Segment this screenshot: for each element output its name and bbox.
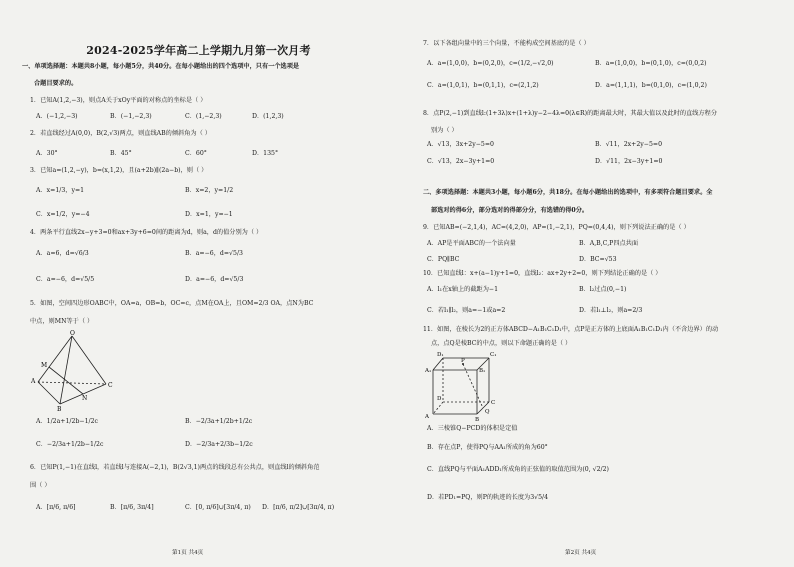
q4-opt-d[interactable]: D．a=−6，d=√5/3 [185, 276, 244, 283]
q3-stem: 3．已知a=(1,2,−y)，b=(x,1,2)，且(a+2b)∥(2a−b)，则（ ） [30, 167, 208, 174]
q6-opt-a[interactable]: A．[π/6, π/6] [36, 504, 76, 511]
q8-opt-c[interactable]: C．√13，2x−3y+1=0 [427, 158, 495, 165]
q8-opt-b[interactable]: B．√11，2x+2y−5=0 [595, 141, 663, 148]
section1-heading: 一、单项选择题：本题共8小题，每小题5分，共40分。在每小题给出的四个选项中，只有一个选项是 [22, 63, 300, 70]
q10-opt-a[interactable]: A．l₁在x轴上的截距为−1 [427, 286, 499, 293]
fig-label-m: M [41, 362, 48, 369]
cube-label-p: P [461, 358, 465, 364]
cube-label-b: B [475, 417, 480, 422]
page-title: 2024-2025学年高二上学期九月第一次月考 [86, 44, 311, 57]
tetrahedron-figure [30, 330, 120, 412]
q8-stem: 8．点P(2,−1)到直线l:(1+3λ)x+(1+λ)y−2−4λ=0(λ∈R)的距离最大时，其最大值以及此时的直线方程分 [423, 110, 718, 117]
q1-stem: 1．已知A(1,2,−3)，则点A关于xOy平面的对称点的坐标是（ ） [30, 97, 207, 104]
q2-opt-d[interactable]: D．135° [252, 150, 279, 157]
q8-opt-d[interactable]: D．√11，2x−3y+1=0 [595, 158, 663, 165]
cube-label-d: D [437, 396, 442, 402]
q4-opt-b[interactable]: B．a=−6，d=√5/3 [185, 250, 243, 257]
q11-stem: 11．如图，在棱长为2的正方体ABCD−A₁B₁C₁D₁中，点P是正方体的上底面A₁B₁C₁D₁内（不含边界）的动 [423, 326, 719, 333]
cube-label-a: A [425, 414, 429, 420]
cube-label-d1: D₁ [437, 352, 444, 358]
q7-stem: 7．以下各组向量中的三个向量，不能构成空间基底的是（ ） [423, 40, 590, 47]
right-page [397, 0, 794, 567]
cube-label-q: Q [485, 409, 490, 415]
q9-opt-c[interactable]: C．PQ∥BC [427, 256, 460, 263]
section2-heading-cont: 部选对的得6分，部分选对的得部分分，有选错的得0分。 [431, 207, 589, 214]
q11-stem-cont: 点，点Q是棱BC的中点，则以下命题正确的是（ ） [431, 340, 572, 347]
q4-stem: 4．两条平行直线2x−y+3=0和ax+3y+6=0间的距离为d，则a，d的值分别为（ ） [30, 229, 263, 236]
q7-opt-d[interactable]: D．a=(1,1,1)，b=(0,1,0)，c=(1,0,2) [595, 82, 707, 89]
q11-opt-a[interactable]: A．三棱锥Q−PCD的体积是定值 [427, 425, 518, 432]
q9-stem: 9．已知AB=(−2,1,4)，AC=(4,2,0)，AP=(1,−2,1)，PQ=(0,4,4)，则下列说法正确的是（ ） [423, 224, 690, 231]
q2-opt-c[interactable]: C．60° [185, 150, 207, 157]
q5-opt-b[interactable]: B．−2/3a+1/2b+1/2c [185, 418, 253, 425]
q2-opt-b[interactable]: B．45° [110, 150, 132, 157]
q7-opt-a[interactable]: A．a=(1,0,0)，b=(0,2,0)，c=(1/2,−√2,0) [427, 60, 554, 67]
q6-opt-b[interactable]: B．[π/6, 3π/4] [110, 504, 154, 511]
q5-opt-c[interactable]: C．−2/3a+1/2b−1/2c [36, 441, 104, 448]
q1-opt-c[interactable]: C．(1,−2,3) [185, 113, 222, 120]
q5-stem-cont: 中点，则MN等于（ ） [30, 318, 94, 325]
q9-opt-a[interactable]: A．AP是平面ABC的一个法向量 [427, 240, 516, 247]
q4-opt-c[interactable]: C．a=−6，d=√5/5 [36, 276, 95, 283]
q7-opt-c[interactable]: C．a=(1,0,1)，b=(0,1,1)，c=(2,1,2) [427, 82, 539, 89]
q3-opt-d[interactable]: D．x=1，y=−1 [185, 211, 233, 218]
q8-opt-a[interactable]: A．√13，3x+2y−5=0 [427, 141, 494, 148]
cube-label-b1: B₁ [479, 368, 486, 374]
cube-label-a1: A₁ [425, 368, 432, 374]
q1-opt-b[interactable]: B．(−1,−2,3) [110, 113, 152, 120]
q10-stem: 10．已知直线l：x+(a−1)y+1=0，直线l₂：ax+2y+2=0，则下列结论正确的是（ ） [423, 270, 662, 277]
fig-label-c: C [108, 382, 113, 389]
q1-opt-a[interactable]: A．(−1,2,−3) [36, 113, 78, 120]
q10-opt-c[interactable]: C．若l₁∥l₂，则a=−1或a=2 [427, 307, 506, 314]
q5-opt-a[interactable]: A．1/2a+1/2b−1/2c [36, 418, 99, 425]
right-footer: 第2页 共4页 [565, 550, 597, 556]
q7-opt-b[interactable]: B．a=(1,0,0)，b=(0,1,0)，c=(0,0,2) [595, 60, 707, 67]
q9-opt-d[interactable]: D．BC=√53 [579, 256, 617, 263]
q6-stem: 6．已知P(1,−1)在直线l，若直线l与连接A(−2,1)，B(2√3,1)两点的线段总有公共点，则直线l的倾斜角范 [30, 464, 320, 471]
q6-opt-d[interactable]: D．[π/6, π/2]∪[3π/4, π) [262, 504, 335, 511]
q2-stem: 2．若直线经过A(0,0)，B(2,√3)两点，则直线AB的倾斜角为（ ） [30, 130, 211, 137]
q1-opt-d[interactable]: D．(1,2,3) [252, 113, 284, 120]
q6-stem-cont: 围（ ） [30, 482, 51, 489]
fig-label-b: B [57, 406, 62, 412]
fig-label-o: O [70, 330, 75, 337]
section2-heading: 二、多项选择题：本题共3小题，每小题6分，共18分。在每小题给出的选项中，有多项符合题目要求。全 [423, 189, 713, 196]
q2-opt-a[interactable]: A．30° [36, 150, 58, 157]
fig-label-a: A [31, 378, 36, 385]
q3-opt-a[interactable]: A．x=1/3，y=1 [36, 187, 85, 194]
q10-opt-b[interactable]: B．l₂过点(0,−1) [579, 286, 627, 293]
left-footer: 第1页 共4页 [172, 550, 204, 556]
cube-label-c: C [491, 400, 496, 406]
q11-opt-d[interactable]: D．若PD₁=PQ，则P的轨迹的长度为3√5/4 [427, 494, 549, 501]
q4-opt-a[interactable]: A．a=6，d=√6/3 [36, 250, 89, 257]
q8-stem-cont: 别为（ ） [431, 127, 458, 134]
q3-opt-b[interactable]: B．x=2，y=1/2 [185, 187, 234, 194]
q10-opt-d[interactable]: D．若l₁⊥l₂，则a=2/3 [579, 307, 643, 314]
q9-opt-b[interactable]: B．A,B,C,P四点共面 [579, 240, 639, 247]
q3-opt-c[interactable]: C．x=1/2，y=−4 [36, 211, 90, 218]
section1-heading-cont: 合题目要求的。 [34, 80, 78, 87]
fig-label-n: N [82, 395, 88, 402]
q11-opt-b[interactable]: B．存在点P，使得PQ与AA₁所成的角为60° [427, 444, 548, 451]
cube-label-c1: C₁ [490, 352, 497, 358]
q5-stem: 5．如图，空间四边形OABC中，OA=a，OB=b，OC=c，点M在OA上，且OM=2/3 OA，点N为BC [30, 300, 314, 307]
cube-figure [425, 350, 505, 422]
q6-opt-c[interactable]: C．[0, π/6]∪[3π/4, π) [185, 504, 251, 511]
q5-opt-d[interactable]: D．−2/3a+2/3b−1/2c [185, 441, 253, 448]
q11-opt-c[interactable]: C．直线PQ与平面A₁ADD₁所成角的正弦值的取值范围为(0, √2/2) [427, 466, 609, 473]
